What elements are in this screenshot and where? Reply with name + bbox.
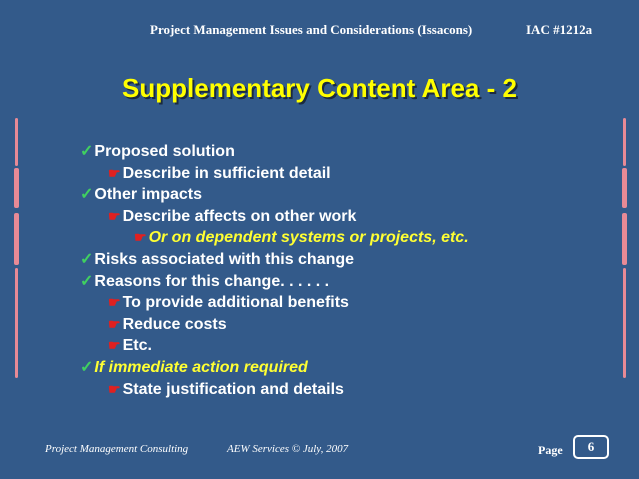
- page-number-box: 6: [573, 435, 609, 459]
- check-icon: ✓: [80, 358, 94, 376]
- right-decor-bar: [623, 268, 626, 378]
- left-decor-bar: [14, 213, 19, 265]
- bullet-text: If immediate action required: [94, 358, 308, 376]
- left-decor-bar: [15, 268, 18, 378]
- left-decor-bar: [14, 168, 19, 208]
- right-decor-bar: [622, 168, 627, 208]
- bullet-text: Etc.: [122, 337, 152, 355]
- bullet-item: [80, 227, 600, 249]
- bullet-text: Proposed solution: [94, 143, 235, 160]
- bullet-text: Other impacts: [94, 186, 202, 204]
- bullet-item: [80, 292, 600, 314]
- bullet-item: [80, 184, 600, 206]
- bullet-text: Reduce costs: [122, 315, 227, 333]
- bullet-item: [80, 141, 600, 163]
- bullet-item: [80, 335, 600, 357]
- bullet-item: [80, 271, 600, 293]
- bullet-text: Describe in sufficient detail: [122, 164, 331, 182]
- pointing-hand-icon: ☛: [108, 380, 121, 397]
- bullet-item: [80, 357, 600, 379]
- bullet-text: Or on dependent systems or projects, etc.: [148, 229, 469, 247]
- check-icon: ✓: [80, 272, 94, 290]
- slide-title: Supplementary Content Area - 2: [122, 73, 517, 103]
- header-title: Project Management Issues and Considerations (Issacons): [150, 22, 473, 37]
- pointing-hand-icon: ☛: [108, 294, 121, 311]
- pointing-hand-icon: ☛: [108, 315, 121, 332]
- bullet-text: Risks associated with this change: [94, 250, 355, 268]
- footer-copyright: AEW Services © July, 2007: [227, 443, 349, 455]
- bullet-text: Reasons for this change. . . . . .: [94, 272, 330, 290]
- pointing-hand-icon: ☛: [108, 164, 121, 181]
- bullet-item: [80, 163, 600, 185]
- left-decor-bar: [15, 118, 18, 166]
- pointing-hand-icon: ☛: [108, 337, 121, 354]
- check-icon: ✓: [80, 186, 94, 204]
- check-icon: ✓: [80, 250, 94, 268]
- right-decor-bar: [622, 213, 627, 265]
- pointing-hand-icon: ☛: [134, 229, 147, 246]
- check-icon: ✓: [80, 143, 94, 160]
- bullet-list: [80, 141, 600, 400]
- bullet-text: Describe affects on other work: [122, 207, 357, 225]
- bullet-item: [80, 379, 600, 401]
- bullet-text: State justification and details: [122, 380, 344, 398]
- bullet-item: [80, 206, 600, 228]
- page-label: Page: [538, 443, 563, 457]
- footer-org: Project Management Consulting: [45, 443, 189, 455]
- right-decor-bar: [623, 118, 626, 166]
- bullet-item: [80, 249, 600, 271]
- pointing-hand-icon: ☛: [108, 207, 121, 224]
- bullet-text: To provide additional benefits: [122, 294, 349, 312]
- bullet-item: [80, 314, 600, 336]
- header-doc-id: IAC #1212a: [526, 22, 593, 37]
